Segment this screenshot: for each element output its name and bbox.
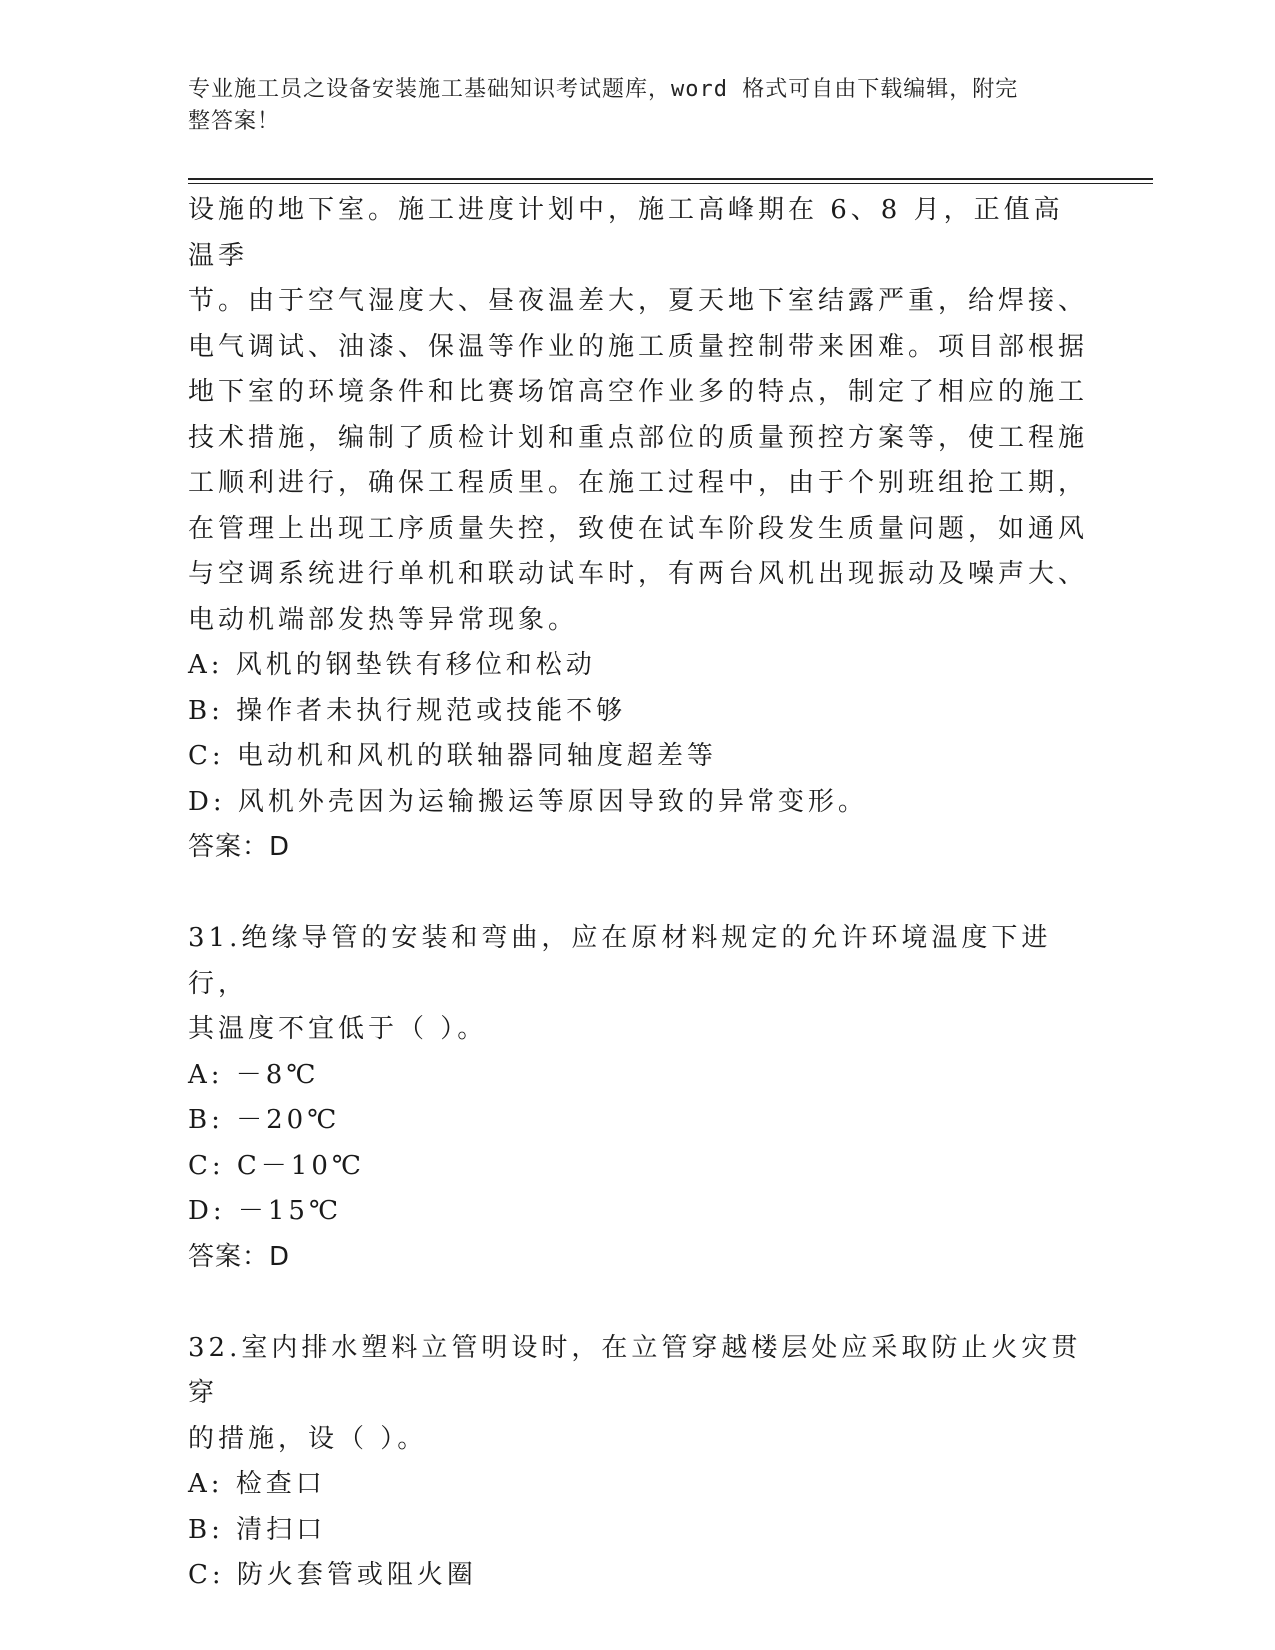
option-a: A: 检查口 [188, 1469, 326, 1499]
option-c: C: C－10℃ [188, 1150, 365, 1181]
header-line-1: 专业施工员之设备安装施工基础知识考试题库，word 格式可自由下载编辑，附完 [188, 77, 1019, 102]
question-text-line: 设施的地下室。施工进度计划中，施工高峰期在 6、8 月，正值高温季 [188, 195, 1064, 271]
answer: 答案：D [188, 832, 291, 862]
option-a: A: －8℃ [188, 1059, 320, 1090]
header-rule-thick [188, 178, 1153, 180]
document-body [188, 188, 1088, 1599]
option-d: D: 风机外壳因为运输搬运等原因导致的异常变形。 [188, 786, 868, 817]
spacer [188, 871, 1088, 917]
question-text-line: 与空调系统进行单机和联动试车时，有两台风机出现振动及噪声大、 [188, 559, 1089, 589]
option-b: B: －20℃ [188, 1105, 341, 1135]
question-text-line: 工顺利进行，确保工程质里。在施工过程中，由于个别班组抢工期， [188, 468, 1089, 498]
option-b: B: 操作者未执行规范或技能不够 [188, 695, 627, 726]
question-text-line: 的措施，设（ ）。 [188, 1423, 428, 1454]
spacer [188, 1280, 1088, 1326]
option-a: A: 风机的钢垫铁有移位和松动 [188, 650, 596, 680]
question-text-line: 其温度不宜低于（ ）。 [188, 1014, 488, 1044]
question-text-line: 电气调试、油漆、保温等作业的施工质量控制带来困难。项目部根据 [188, 331, 1089, 362]
option-d: D: －15℃ [188, 1196, 343, 1226]
question-text-line: 电动机端部发热等异常现象。 [188, 604, 579, 635]
question-text-line: 32.室内排水塑料立管明设时，在立管穿越楼层处应采取防止火灾贯穿 [188, 1332, 1082, 1408]
answer: 答案：D [188, 1241, 291, 1272]
option-c: C: 电动机和风机的联轴器同轴度超差等 [188, 741, 717, 771]
question-text-line: 技术措施，编制了质检计划和重点部位的质量预控方案等，使工程施 [188, 422, 1089, 453]
option-c: C: 防火套管或阻火圈 [188, 1560, 477, 1590]
header-rule-thin [188, 183, 1153, 184]
header-line-2: 整答案！ [188, 109, 281, 134]
question-31 [188, 916, 1088, 1280]
question-text-line: 节。由于空气湿度大、昼夜温差大，夏天地下室结露严重，给焊接、 [188, 286, 1089, 316]
question-text-line: 31.绝缘导管的安装和弯曲，应在原材料规定的允许环境温度下进行， [188, 923, 1052, 999]
option-b: B: 清扫口 [188, 1514, 327, 1545]
question-continuation [188, 188, 1088, 871]
question-text-line: 地下室的环境条件和比赛场馆高空作业多的特点，制定了相应的施工 [188, 377, 1089, 407]
question-32 [188, 1326, 1088, 1599]
question-text-line: 在管理上出现工序质量失控，致使在试车阶段发生质量问题，如通风 [188, 513, 1089, 544]
document-header [188, 74, 1068, 138]
